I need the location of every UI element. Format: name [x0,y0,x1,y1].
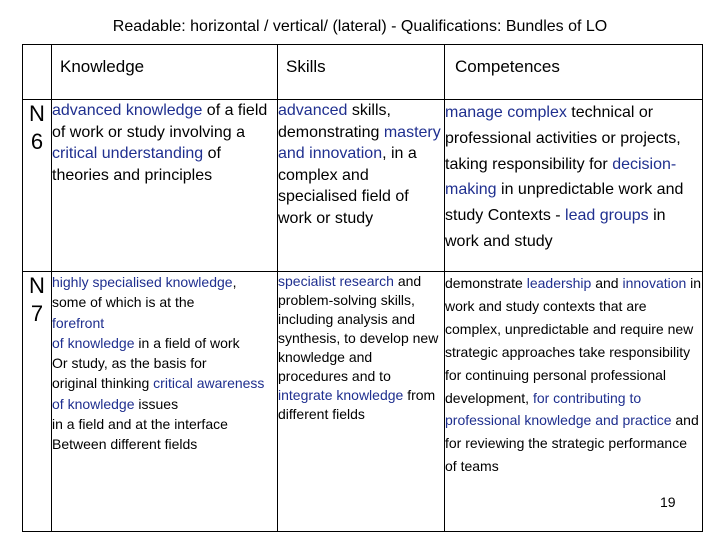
skills-text-n6 [278,100,444,230]
competences-text-n7 [445,272,702,478]
plain-text: demonstrate [445,275,527,291]
knowledge-cell-n6 [52,100,278,272]
highlighted-term: decision-making [445,155,677,199]
plain-text: in unpredictable work and study Contexts - [445,181,684,225]
level-number: 7 [30,301,44,326]
plain-text: , [232,274,237,290]
text-line [445,100,702,255]
level-cell-n7 [23,272,52,532]
text-line [52,434,277,454]
level-letter: N [29,273,45,298]
qualifications-table [22,44,703,532]
page-number: 19 [660,494,676,510]
highlighted-term: specialist research [278,273,394,289]
table-row-n6 [23,100,703,272]
plain-text: of theories and principles [52,145,221,184]
header-row [23,45,703,100]
plain-text: Between different fields [52,436,198,453]
plain-text: technical or professional activities or projects, taking responsibility for [445,104,681,173]
competences-cell-n7 [445,272,703,532]
competences-text-n6 [445,100,702,255]
plain-text: and for reviewing the strategic performance of teams [445,412,699,475]
highlighted-term: mastery and innovation [278,123,441,163]
plain-text: of a field of work or study involving a [52,102,268,141]
header-knowledge: Knowledge [52,45,278,100]
highlighted-term: critical awareness of knowledge [52,375,265,412]
plain-text: and problem-solving skills, including analysis and synthesis, to develop new knowledge and procedures and to [278,273,439,384]
plain-text: in work and study contexts that are complex, unpredictable and require new strategic approaches take responsibility for continuing personal professional development, [445,275,702,406]
plain-text: in a field of work [134,334,240,351]
competences-cell-n6 [445,100,703,272]
table-row-n7 [23,272,703,532]
highlighted-term: forefront [52,314,105,331]
plain-text: Or study, as the basis for [52,355,207,372]
highlighted-term: critical understanding [52,145,204,163]
highlighted-term: of knowledge [52,334,135,351]
highlighted-term: for contributing [532,389,626,406]
header-skills: Skills [278,45,445,100]
plain-text: , in a complex and specialised field of work or study [278,145,417,227]
slide-title: Readable: horizontal / vertical/ (lateral) - Qualifications: Bundles of LO [112,18,608,35]
text-line [52,272,277,292]
highlighted-term: manage complex [445,104,567,121]
level-cell-n6 [23,100,52,272]
text-line [52,333,277,353]
plain-text: in work and study [445,207,666,250]
knowledge-text-n6 [52,100,277,186]
knowledge-text-n7 [52,272,277,455]
plain-text: some of which is at the [52,294,195,311]
text-line [52,353,277,373]
highlighted-term: leadership [526,275,592,291]
highlighted-term: integrate knowledge [278,387,404,403]
plain-text: in a field and at the interface [52,416,228,433]
highlighted-term: highly specialised knowledge [52,274,233,290]
text-line [278,100,444,230]
text-line [52,292,277,312]
skills-cell-n6 [278,100,445,272]
plain-text: and [591,275,623,291]
text-line [52,100,277,186]
knowledge-cell-n7 [52,272,278,532]
text-line [445,272,702,478]
level-letter: N [29,101,45,126]
plain-text: original thinking [52,375,154,392]
header-competences: Competences [445,45,703,100]
level-number: 6 [30,129,44,154]
header-corner [23,45,52,100]
highlighted-term: to professional knowledge and practice [445,389,672,429]
plain-text: issues [134,395,179,412]
plain-text: skills, demonstrating [278,102,391,141]
highlighted-term: advanced [278,102,348,119]
skills-cell-n7 [278,272,445,532]
highlighted-term: innovation [622,275,687,291]
text-line [278,272,444,424]
highlighted-term: advanced knowledge [52,102,203,119]
text-line [52,373,277,414]
text-line [52,313,277,333]
text-line [52,414,277,434]
skills-text-n7 [278,272,444,424]
plain-text: from different fields [278,387,436,422]
highlighted-term: lead groups [565,207,649,225]
